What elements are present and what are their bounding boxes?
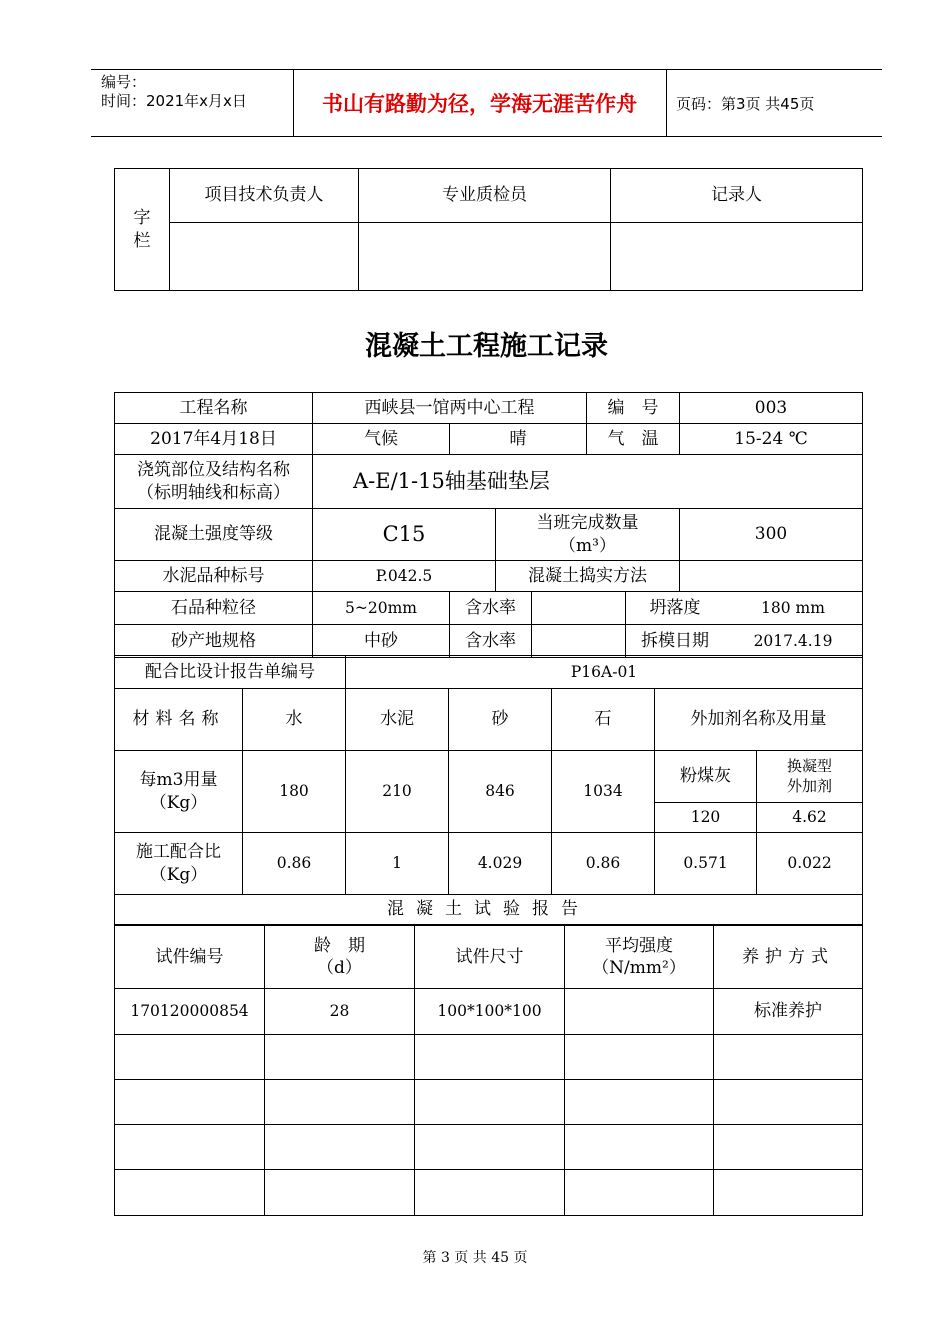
ratio-cement: 1: [346, 833, 449, 895]
material-header: 材料名称: [115, 689, 243, 751]
project-name: 西峡县一馆两中心工程: [313, 393, 587, 424]
test-header-curing: 养护方式: [714, 926, 863, 989]
test-curing: [714, 1080, 863, 1125]
page-title: 混凝土工程施工记录: [365, 331, 608, 362]
signature-cell: [611, 223, 863, 291]
header-divider: [666, 69, 667, 136]
test-size: [415, 1035, 565, 1080]
usage-stone: 1034: [552, 751, 655, 833]
cement-value: P.042.5: [313, 561, 496, 592]
header-motto: 书山有路勤为径，学海无涯苦作舟: [322, 92, 637, 116]
demold-label: 拆模日期: [641, 630, 709, 651]
page-footer: 第 3 页 共 45 页: [422, 1250, 528, 1266]
ratio-flyash: 0.571: [655, 833, 757, 895]
signature-table: [114, 168, 863, 291]
additive-header: 外加剂名称及用量: [655, 689, 863, 751]
admix-usage: 4.62: [757, 803, 863, 833]
test-header-age-line1: 龄 期: [314, 935, 365, 956]
test-strength: [565, 1125, 714, 1170]
project-name-label: 工程名称: [115, 393, 313, 424]
header-page-label: 页码：第3页 共45页: [676, 95, 815, 113]
stone-moisture-label: 含水率: [450, 592, 532, 625]
signature-side-label-top: 字: [133, 208, 151, 229]
test-age: [265, 1035, 415, 1080]
ratio-sand: 4.029: [449, 833, 552, 895]
usage-label-line1: 每m3用量: [139, 770, 218, 791]
test-id: [115, 1125, 265, 1170]
test-strength: [565, 1080, 714, 1125]
temp-label: 气 温: [587, 424, 680, 455]
signature-side-label: [115, 169, 170, 291]
record-table-materials: [114, 591, 863, 658]
weather-label: 气候: [313, 424, 450, 455]
demold-cell: [626, 625, 863, 658]
flyash-usage: 120: [655, 803, 757, 833]
ratio-stone: 0.86: [552, 833, 655, 895]
test-curing: [714, 1035, 863, 1080]
test-strength: [565, 1170, 714, 1216]
mix-report-label: 配合比设计报告单编号: [115, 656, 346, 689]
mix-table: [114, 655, 863, 925]
table-row: [115, 1170, 863, 1216]
test-header-size: 试件尺寸: [415, 926, 565, 989]
signature-cell: [170, 223, 359, 291]
record-table: [114, 392, 863, 592]
material-water: 水: [243, 689, 346, 751]
material-cement: 水泥: [346, 689, 449, 751]
weather-value: 晴: [450, 424, 587, 455]
test-curing: [714, 1125, 863, 1170]
sand-moisture-value: [532, 625, 626, 658]
test-id: [115, 1080, 265, 1125]
usage-label-line2: （Kg）: [149, 792, 208, 813]
test-size: [415, 1170, 565, 1216]
ratio-label-line2: （Kg）: [149, 864, 208, 885]
stone-label: 石品种粒径: [115, 592, 313, 625]
test-id: 170120000854: [115, 989, 265, 1035]
stone-value: 5~20mm: [313, 592, 450, 625]
table-row: [115, 1035, 863, 1080]
usage-sand: 846: [449, 751, 552, 833]
usage-water: 180: [243, 751, 346, 833]
admix-label-line2: 外加剂: [787, 776, 833, 795]
test-size: [415, 1125, 565, 1170]
sand-moisture-label: 含水率: [450, 625, 532, 658]
test-age: [265, 1125, 415, 1170]
test-curing: [714, 1170, 863, 1216]
slump-cell: [626, 592, 863, 625]
ratio-admix: 0.022: [757, 833, 863, 895]
record-number: 003: [680, 393, 863, 424]
sand-value: 中砂: [313, 625, 450, 658]
quantity-label-line2: （m³）: [559, 535, 616, 556]
test-header-id: 试件编号: [115, 926, 265, 989]
pour-location-label-line1: 浇筑部位及结构名称: [137, 460, 290, 481]
test-id: [115, 1035, 265, 1080]
signature-cell: [359, 223, 611, 291]
ratio-label: [115, 833, 243, 895]
table-row: [115, 989, 863, 1035]
demold-value: 2017.4.19: [753, 631, 833, 650]
test-header-age: [265, 926, 415, 989]
table-row: [115, 1125, 863, 1170]
strength-grade: C15: [313, 509, 496, 561]
record-date: 2017年4月18日: [115, 424, 313, 455]
quantity-value: 300: [680, 509, 863, 561]
signature-side-label-bottom: 栏: [133, 230, 151, 251]
slump-label: 坍落度: [649, 597, 701, 618]
quantity-label-line1: 当班完成数量: [536, 513, 639, 534]
header-time-label: 时间：2021年x月x日: [101, 92, 247, 110]
signature-col-recorder: 记录人: [611, 169, 863, 223]
mix-report-value: P16A-01: [346, 656, 863, 689]
pour-location: A-E/1-15轴基础垫层: [313, 455, 863, 509]
temp-value: 15-24 ℃: [680, 424, 863, 455]
test-report-heading: 混凝土试验报告: [115, 895, 863, 925]
test-header-strength-line1: 平均强度: [605, 935, 673, 956]
material-stone: 石: [552, 689, 655, 751]
header-top-rule: [91, 69, 882, 70]
test-strength: [565, 989, 714, 1035]
pour-location-label-line2: （标明轴线和标高）: [137, 482, 290, 503]
test-header-strength-line2: （N/mm²）: [592, 958, 686, 978]
usage-label: [115, 751, 243, 833]
test-strength: [565, 1035, 714, 1080]
test-size: 100*100*100: [415, 989, 565, 1035]
strength-grade-label: 混凝土强度等级: [115, 509, 313, 561]
admix-label: [757, 751, 863, 803]
header-bottom-rule: [91, 136, 882, 137]
material-sand: 砂: [449, 689, 552, 751]
test-age: [265, 1080, 415, 1125]
pour-location-label: [115, 455, 313, 509]
test-id: [115, 1170, 265, 1216]
table-row: [115, 1080, 863, 1125]
quantity-label: [496, 509, 680, 561]
test-size: [415, 1080, 565, 1125]
header-number-label: 编号：: [101, 73, 147, 91]
signature-col-tech-lead: 项目技术负责人: [170, 169, 359, 223]
flyash-label: 粉煤灰: [655, 751, 757, 803]
slump-value: 180 mm: [761, 598, 825, 617]
test-header-age-line2: （d）: [317, 958, 362, 978]
record-number-label: 编 号: [587, 393, 680, 424]
signature-col-inspector: 专业质检员: [359, 169, 611, 223]
test-age: 28: [265, 989, 415, 1035]
sand-label: 砂产地规格: [115, 625, 313, 658]
test-table: [114, 925, 863, 1216]
usage-cement: 210: [346, 751, 449, 833]
cement-label: 水泥品种标号: [115, 561, 313, 592]
test-age: [265, 1170, 415, 1216]
compaction-label: 混凝土捣实方法: [496, 561, 680, 592]
stone-moisture-value: [532, 592, 626, 625]
ratio-water: 0.86: [243, 833, 346, 895]
test-curing: 标准养护: [714, 989, 863, 1035]
ratio-label-line1: 施工配合比: [136, 842, 221, 863]
compaction-value: [680, 561, 863, 592]
admix-label-line1: 换凝型: [787, 757, 833, 775]
test-header-strength: [565, 926, 714, 989]
